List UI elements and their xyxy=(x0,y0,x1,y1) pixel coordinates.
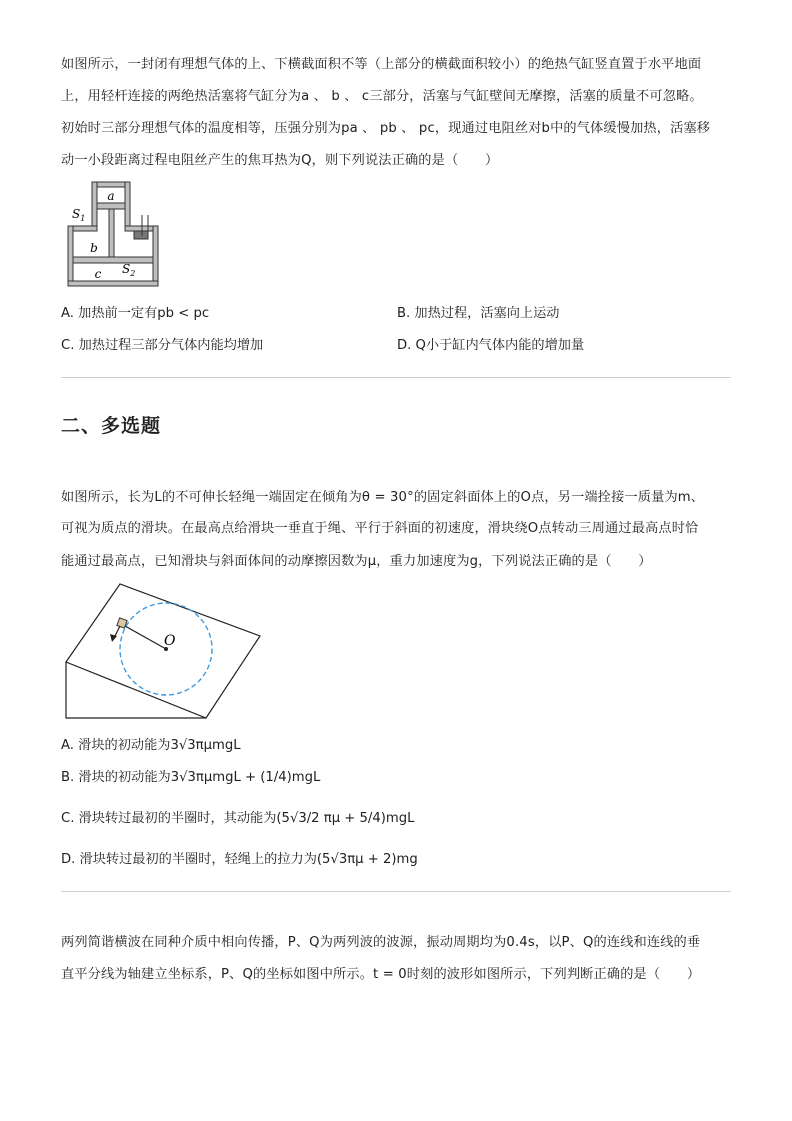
divider xyxy=(61,377,731,378)
label-c: c xyxy=(94,267,102,281)
q1-option-c: C. 加热过程三部分气体内能均增加 xyxy=(61,338,264,353)
q1-text-line: 初始时三部分理想气体的温度相等，压强分别为pa 、 pb 、 pc，现通过电阻丝对b中的气体缓慢加热，活塞移 xyxy=(61,121,711,136)
label-s1: $S_1$ xyxy=(72,207,86,223)
incline-circle-figure xyxy=(62,582,264,722)
label-a: a xyxy=(107,189,115,203)
q1-text-line: 动一小段距离过程电阻丝产生的焦耳热为Q，则下列说法正确的是（ ） xyxy=(61,153,499,168)
q2-option-c: C. 滑块转过最初的半圈时，其动能为(5√3/2 πμ + 5/4)mgL xyxy=(61,811,415,826)
gas-cylinder-figure xyxy=(62,180,172,292)
section-title: 二、多选题 xyxy=(61,415,162,437)
divider xyxy=(61,891,731,892)
q3-text-line: 两列简谐横波在同种介质中相向传播，P、Q为两列波的波源，振动周期均为0.4s，以P、Q的连线和连线的垂 xyxy=(61,935,701,950)
q2-option-a: A. 滑块的初动能为3√3πμmgL xyxy=(61,738,241,753)
q1-option-a: A. 加热前一定有pb < pc xyxy=(61,306,210,321)
q1-option-d: D. Q小于缸内气体内能的增加量 xyxy=(397,338,585,353)
q2-text-line: 可视为质点的滑块。在最高点给滑块一垂直于绳、平行于斜面的初速度，滑块绕O点转动三周通过最高点时恰 xyxy=(61,521,699,536)
q2-text-line: 能通过最高点，已知滑块与斜面体间的动摩擦因数为μ，重力加速度为g，下列说法正确的是（ ） xyxy=(61,554,652,569)
label-o: O xyxy=(164,633,176,649)
q2-option-d: D. 滑块转过最初的半圈时，轻绳上的拉力为(5√3πμ + 2)mg xyxy=(61,852,418,867)
q3-text-line: 直平分线为轴建立坐标系，P、Q的坐标如图中所示。t = 0时刻的波形如图所示，下列判断正确的是（ ） xyxy=(61,967,701,982)
q1-text-line: 上，用轻杆连接的两绝热活塞将气缸分为a 、 b 、 c三部分，活塞与气缸壁间无摩擦，活塞的质量不可忽略。 xyxy=(61,89,703,104)
label-b: b xyxy=(90,241,98,255)
q1-option-b: B. 加热过程，活塞向上运动 xyxy=(397,306,560,321)
q1-text-line: 如图所示，一封闭有理想气体的上、下横截面积不等（上部分的横截面积较小）的绝热气缸竖直置于水平地面 xyxy=(61,57,702,72)
label-s2: $S_2$ xyxy=(122,262,136,278)
q2-option-b: B. 滑块的初动能为3√3πμmgL + (1/4)mgL xyxy=(61,770,321,785)
q2-text-line: 如图所示，长为L的不可伸长轻绳一端固定在倾角为θ = 30°的固定斜面体上的O点，另一端拴接一质量为m、 xyxy=(61,490,705,505)
